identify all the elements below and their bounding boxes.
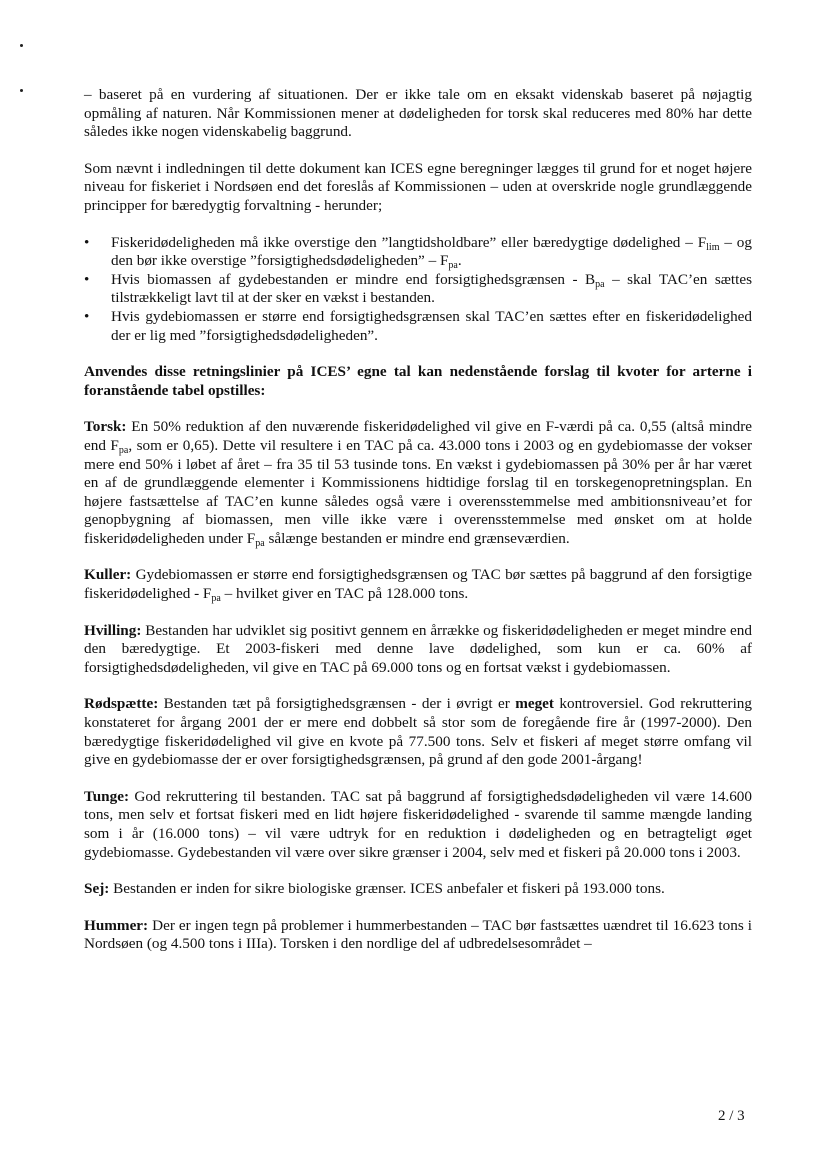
paragraph-hummer: Hummer: Der er ingen tegn på problemer i hummerbestanden – TAC bør fastsættes uændret til 16.623 tons i Nordsøen (og 4.500 tons i IIIa). Torsken i den nordlige del af udbredelsesområdet –: [84, 916, 752, 953]
species-label: Torsk:: [84, 418, 127, 436]
document-page: [84, 86, 752, 954]
scan-speck: [20, 44, 23, 47]
species-label: Kuller:: [84, 566, 132, 584]
emphasis: meget: [515, 695, 554, 713]
list-item: • Fiskeridødeligheden må ikke overstige den ”langtidsholdbare” eller bæredygtige dødelighed – $F_{lim}$ – og den bør ikke overstige ”forsigtighedsdødeligheden” – $F_{pa}$.: [84, 234, 752, 271]
paragraph-principles: Som nævnt i indledningen til dette dokument kan ICES egne beregninger lægges til grund for et noget højere niveau for fiskeriet i Nordsøen end det foreslås af Kommissionen – uden at overskride nogle grundlæggende principper for bæredygtig forvaltning - herunder;: [84, 159, 752, 214]
paragraph-rodspaette: Rødspætte: Bestanden tæt på forsigtighedsgrænsen - der i øvrigt er meget kontroversiel. God rekruttering konstateret for årgang 2001 der er mere end dobbelt så stor som de foregående fire år (1997-2000). Den bæredygtige fiskeridødelighed vil give en kvote på 77.500 tons. Selv et fiskeri af meget større omfang vil give en gydebiomasse der er over forsigtighedsgrænsen, på grund af den gode 2001-årgang!: [84, 695, 752, 769]
paragraph-kuller: Kuller: Gydebiomassen er større end forsigtighedsgrænsen og TAC bør sættes på baggrund af den forsigtige fiskeridødelighed - $F_{pa}$ – hvilket giver en TAC på 128.000 tons.: [84, 566, 752, 605]
species-label: Tunge:: [84, 787, 130, 805]
species-label: Sej:: [84, 880, 110, 898]
list-item: • Hvis biomassen af gydebestanden er mindre end forsigtighedsgrænsen - $B_{pa}$ – skal TAC’en sættes tilstrækkeligt lavt til at der sker en vækst i bestanden.: [84, 271, 752, 308]
section-heading: Anvendes disse retningslinier på ICES’ egne tal kan nedenstående forslag til kvoter for arterne i foranstående tabel opstilles:: [84, 363, 752, 399]
paragraph-sej: Sej: Bestanden er inden for sikre biologiske grænser. ICES anbefaler et fiskeri på 193.000 tons.: [84, 880, 665, 898]
paragraph-tunge: Tunge: God rekruttering til bestanden. TAC sat på baggrund af forsigtighedsdødeligheden vil være 14.600 tons, men selv et fortsat fiskeri med en lidt højere fiskeridødelighed - svarende til samme mængde landing som i år (16.000 tons) – vil være udtryk for en reduktion i dødeligheden og en betragteligt øget gydebiomasse. Gydebestanden vil være over sikre grænser i 2004, selv med et fiskeri på 20.000 tons i 2003.: [84, 787, 752, 861]
paragraph-torsk: Torsk: En 50% reduktion af den nuværende fiskeridødelighed vil give en F-værdi på ca. 0,55 (altså mindre end $F_{pa}$, som er 0,65). Dette vil resultere i en TAC på ca. 43.000 tons i 2003 og en gydebiomasse der vokser mere end 50% i løbet af året – fra 35 til 53 tusinde tons. En vækst i gydebiomassen på 30% per år har været en af de grundlæggende elementer i Kommissionens hidtidige forslag til en torskegenopretningsplan. En højere fastsættelse af TAC’en kunne således også være i overensstemmelse med ambitionsniveau’et for genopbygning af biomassen, men ville ikke være i overensstemmelse med ønsket om at holde fiskeridødeligheden under $F_{pa}$ sålænge bestanden er mindre end grænseværdien.: [84, 418, 752, 549]
principles-list: [84, 234, 752, 346]
species-label: Hummer:: [84, 916, 149, 934]
page-number: 2 / 3: [718, 1108, 745, 1124]
scan-speck: [20, 89, 23, 92]
paragraph-intro: – baseret på en vurdering af situationen. Der er ikke tale om en eksakt videnskab baseret på nøjagtig opmåling af naturen. Når Kommissionen mener at dødeligheden for torsk skal reduceres med 80% har dette således ikke nogen videnskabelig baggrund.: [84, 86, 752, 141]
paragraph-hvilling: Hvilling: Bestanden har udviklet sig positivt gennem en årrække og fiskeridødeligheden er meget mindre end den bæredygtige. Et 2003-fiskeri med denne lave dødelighed, som kun er ca. 60% af forsigtighedsdødeligheden, vil give en TAC på 69.000 tons og en fortsat vækst i gydebiomassen.: [84, 621, 752, 676]
list-item: • Hvis gydebiomassen er større end forsigtighedsgrænsen skal TAC’en sættes efter en fiskeridødelighed der er lig med ”forsigtighedsdødeligheden”.: [84, 308, 752, 345]
species-label: Hvilling:: [84, 621, 142, 639]
species-label: Rødspætte:: [84, 695, 159, 713]
